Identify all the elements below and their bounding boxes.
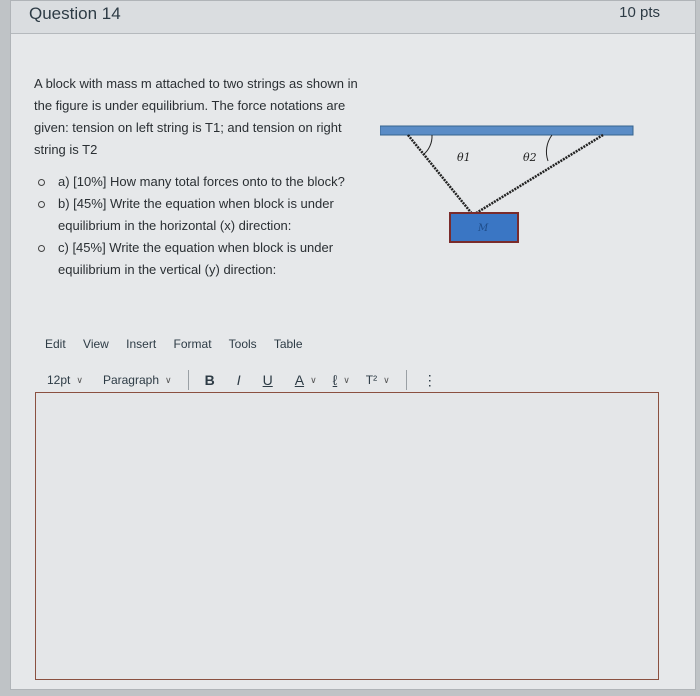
- theta2-label: θ2: [523, 151, 537, 164]
- menu-table[interactable]: Table: [273, 337, 303, 351]
- text-color-button[interactable]: [295, 372, 317, 388]
- underline-button[interactable]: U: [262, 372, 273, 388]
- bold-button[interactable]: B: [204, 372, 215, 388]
- superscript-icon: T²: [365, 373, 378, 387]
- text-color-icon: A: [294, 372, 305, 388]
- question-items: [34, 171, 364, 281]
- question-title: Question 14: [29, 4, 121, 23]
- editor-menubar: [45, 337, 317, 351]
- chevron-down-icon: ∨: [310, 374, 317, 385]
- question-item-a: a) [10%] How many total forces onto to the block?: [58, 171, 364, 193]
- toolbar-divider: [188, 370, 189, 390]
- question-text: [34, 73, 364, 281]
- chevron-down-icon: ∨: [383, 374, 390, 385]
- highlight-icon: ℓ: [332, 372, 338, 388]
- menu-insert[interactable]: Insert: [126, 337, 157, 351]
- chevron-down-icon: ∨: [165, 374, 172, 385]
- question-header: [11, 1, 695, 34]
- font-size-value: 12pt: [47, 373, 71, 387]
- theta2-arc: [546, 135, 552, 161]
- toolbar-divider: [406, 370, 407, 390]
- question-points: 10 pts: [619, 4, 660, 21]
- question-item-b: b) [45%] Write the equation when block is under equilibrium in the horizontal (x) direction:: [58, 193, 364, 237]
- theta1-label: θ1: [457, 151, 471, 164]
- more-options-icon[interactable]: ⋮: [422, 371, 437, 388]
- left-string: [408, 135, 473, 215]
- theta1-arc: [423, 135, 432, 155]
- italic-button[interactable]: I: [236, 372, 241, 388]
- chevron-down-icon: ∨: [343, 374, 350, 385]
- menu-edit[interactable]: Edit: [45, 337, 66, 351]
- physics-figure: [380, 123, 636, 247]
- block-format-select[interactable]: [103, 373, 172, 387]
- chevron-down-icon: ∨: [76, 374, 83, 385]
- font-size-select[interactable]: [47, 373, 83, 387]
- menu-view[interactable]: View: [83, 337, 109, 351]
- menu-format[interactable]: Format: [173, 337, 212, 351]
- question-item-c: c) [45%] Write the equation when block is under equilibrium in the vertical (y) direction:: [58, 237, 364, 281]
- superscript-button[interactable]: [366, 373, 390, 387]
- right-string: [473, 135, 603, 215]
- question-paragraph: A block with mass m attached to two strings as shown in the figure is under equilibrium. The force notations are given: tension on left string is T1; and tension on right string is T2: [34, 76, 358, 157]
- ceiling-beam: [380, 126, 633, 135]
- menu-tools[interactable]: Tools: [228, 337, 257, 351]
- question-card: [10, 0, 696, 690]
- answer-editor[interactable]: [35, 392, 659, 680]
- editor-toolbar: [47, 370, 437, 390]
- highlight-color-button[interactable]: [333, 372, 350, 388]
- block-format-value: Paragraph: [102, 373, 159, 387]
- mass-label: M: [478, 223, 489, 234]
